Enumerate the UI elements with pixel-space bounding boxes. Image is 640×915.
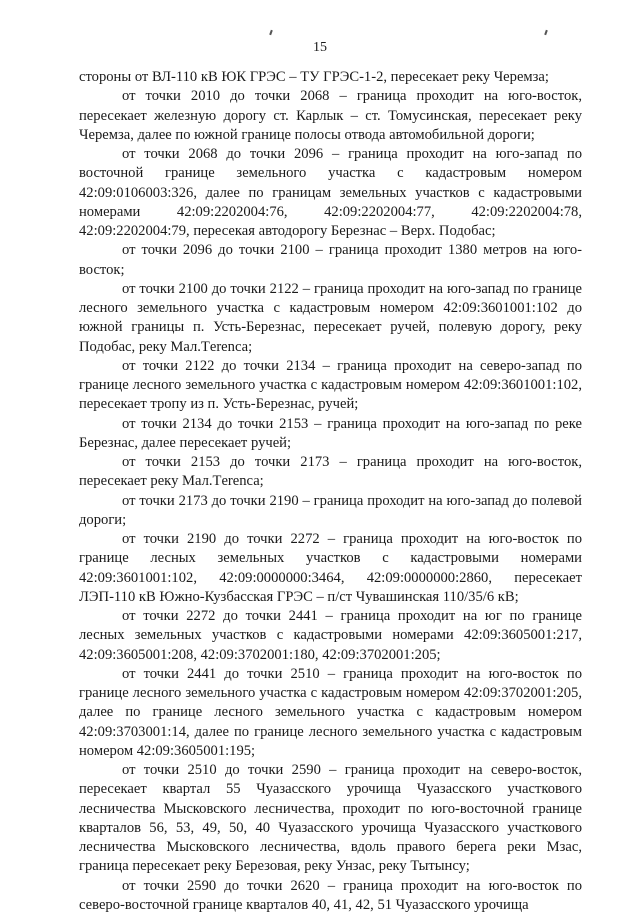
paragraph: от точки 2173 до точки 2190 – граница проходит на юго-запад до полевой дороги; xyxy=(79,492,582,531)
document-body xyxy=(79,68,582,915)
paragraph: от точки 2190 до точки 2272 – граница проходит на юго-восток по границе лесных земельных участков с кадастровыми номерами 42:09:3601001:102, 42:09:0000000:3464, 42:09:0000000:2860, пересекает ЛЭП-110 кВ Южно-Кузбасская ГРЭС – п/ст Чувашинская 110/35/6 кВ; xyxy=(79,530,582,607)
page-number: 15 xyxy=(0,40,640,56)
paragraph: от точки 2068 до точки 2096 – граница проходит на юго-запад по восточной границе земельного участка с кадастровым номером 42:09:0106003:326, далее по границам земельных участков с кадастровыми номерами 42:09:2202004:76, 42:09:2202004:77, 42:09:2202004:78, 42:09:2202004:79, пересекая автодорогу Березнас – Верх. Подобас; xyxy=(79,145,582,241)
paragraph: от точки 2096 до точки 2100 – граница проходит 1380 метров на юго-восток; xyxy=(79,241,582,280)
paragraph: от точки 2441 до точки 2510 – граница проходит на юго-восток по границе лесного земельного участка с кадастровым номером 42:09:3702001:205, далее по границе лесного земельного участка с кадастровым номером 42:09:3703001:14, далее по границе лесного земельного участка с кадастровым номером 42:09:3605001:195; xyxy=(79,665,582,761)
paragraph: от точки 2010 до точки 2068 – граница проходит на юго-восток, пересекает железную дорогу ст. Карлык – ст. Томусинская, пересекает реку Черемза, далее по южной границе полосы отвода автомобильной дороги; xyxy=(79,87,582,145)
paragraph: от точки 2590 до точки 2620 – граница проходит на юго-восток по северо-восточной границе кварталов 40, 41, 42, 51 Чуазасского урочища xyxy=(79,877,582,915)
paragraph: от точки 2153 до точки 2173 – граница проходит на юго-восток, пересекает реку Мал.Тerenса; xyxy=(79,453,582,492)
scan-speck xyxy=(269,30,273,35)
paragraph: от точки 2100 до точки 2122 – граница проходит на юго-запад по границе лесного земельного участка с кадастровым номером 42:09:3601001:102 до южной границы п. Усть-Березнас, пересекает ручей, полевую дорогу, реку Подобас, реку Мал.Тerenса; xyxy=(79,280,582,357)
scan-speck xyxy=(544,30,548,35)
paragraph: от точки 2134 до точки 2153 – граница проходит на юго-запад по реке Березнас, далее пересекает ручей; xyxy=(79,415,582,454)
paragraph: стороны от ВЛ-110 кВ ЮК ГРЭС – ТУ ГРЭС-1-2, пересекает реку Черемза; xyxy=(79,68,582,87)
paragraph: от точки 2122 до точки 2134 – граница проходит на северо-запад по границе лесного земельного участка с кадастровым номером 42:09:3601001:102, пересекает тропу из п. Усть-Березнас, ручей; xyxy=(79,357,582,415)
paragraph: от точки 2272 до точки 2441 – граница проходит на юг по границе лесных земельных участков с кадастровыми номерами 42:09:3605001:217, 42:09:3605001:208, 42:09:3702001:180, 42:09:3702001:205; xyxy=(79,607,582,665)
paragraph: от точки 2510 до точки 2590 – граница проходит на северо-восток, пересекает квартал 55 Чуазасского урочища Чуазасского участкового лесничества Мысковского лесничества, проходит по юго-восточной границе кварталов 56, 53, 49, 50, 40 Чуазасского урочища Чуазасского участкового лесничества Мысковского лесничества, вдоль правого берега реки Мзас, граница пересекает реку Березовая, реку Унзас, реку Тытынсу; xyxy=(79,761,582,877)
